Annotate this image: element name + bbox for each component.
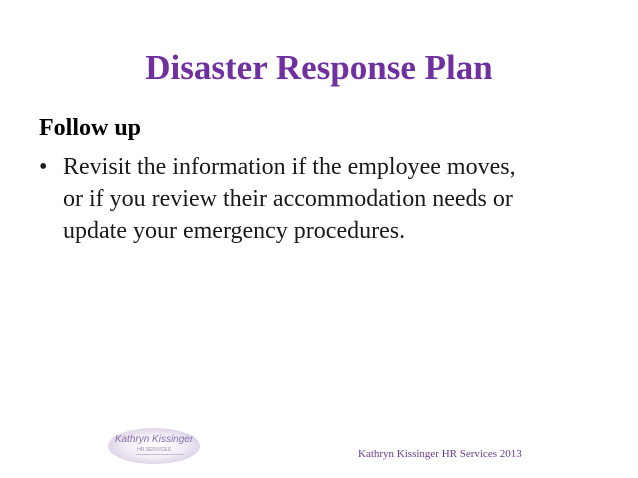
company-logo [108,428,200,464]
footer-text: Kathryn Kissinger HR Services 2013 [358,448,522,460]
bullet-list [39,151,599,247]
bullet-text-line: update your emergency procedures. [63,218,406,244]
bullet-marker: • [39,154,48,180]
logo-divider [136,454,184,455]
logo-name: Kathryn Kissinger [114,434,194,445]
slide-title: Disaster Response Plan [145,48,493,87]
bullet-text-line: Revisit the information if the employee moves, [63,154,516,180]
bullet-item [39,151,599,247]
logo-subtitle: HR SERVICES [137,447,171,453]
section-heading: Follow up [39,115,142,141]
bullet-text-line: or if you review their accommodation needs or [63,186,513,212]
